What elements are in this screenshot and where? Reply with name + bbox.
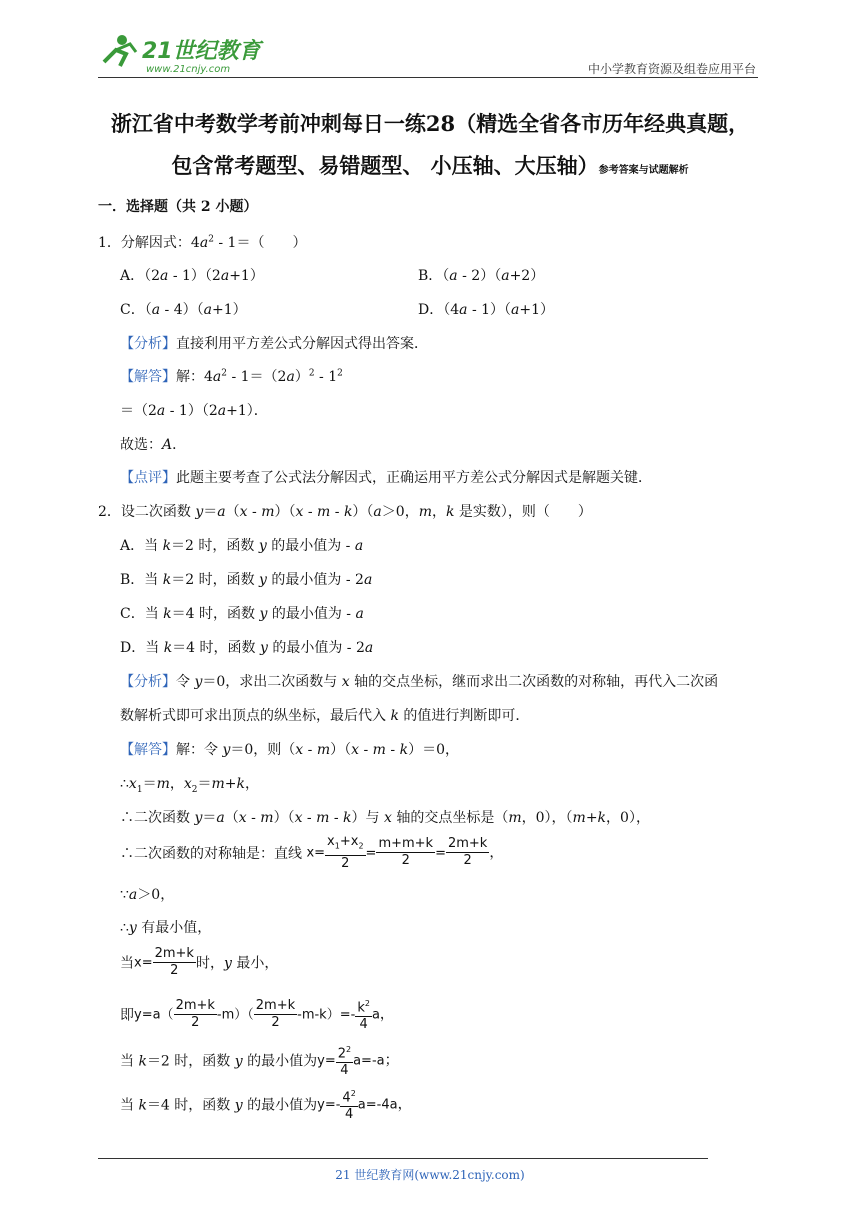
answer-tag: 【解答】 [120,369,176,385]
q2-step-2: $\therefore x_1=m$，$x_2=m+k$， [120,776,259,795]
q1-analysis: 【分析】直接利用平方差公式分解因式得出答案． [120,336,428,352]
analysis-tag: 【分析】 [120,336,176,352]
q2-step-1: 【解答】解：令 y＝0，则（x - m）（x - m - k）＝0， [120,742,459,758]
q2-step-10: 当 k＝4 时，函数 y 的最小值为y=- $\frac{4^2}{4}$ a=-4a， [120,1086,412,1123]
q1-choice: 故选：A． [120,437,187,453]
comment-tag: 【点评】 [120,470,176,486]
page-title-line1: 浙江省中考数学考前冲刺每日一练28（精选全省各市历年经典真题， [110,111,750,136]
q1-answer-2: ＝（2a - 1）（2a+1）． [120,403,268,419]
page-title-text: 包含常考题型、易错题型、 小压轴、大压轴） [171,153,599,178]
header-divider [98,77,758,78]
q2-option-b: B．当 k＝2 时，函数 y 的最小值为 - 2a [120,572,373,588]
footer-link[interactable]: 21 世纪教育网(www.21cnjy.com) [335,1168,525,1182]
q2-option-c: C．当 k＝4 时，函数 y 的最小值为 - a [120,606,364,622]
svg-text:21世纪教育: 21世纪教育 [142,39,261,64]
q1-option-c: C．（a - 4）（a+1） [120,302,247,318]
q2-step-6: ∴y 有最小值， [120,920,212,936]
page-title-suffix: 参考答案与试题解析 [598,165,689,176]
site-logo [96,32,276,76]
q1-option-a: A．（2a - 1）（2a+1） [120,268,264,284]
q1-option-d: D．（4a - 1）（a+1） [418,302,555,318]
q1-option-b: B．（a - 2）（a+2） [418,268,545,284]
q2-step-3: ∴二次函数 y＝a（x - m）（x - m - k）与 x 轴的交点坐标是（m，0），（m+k，0）， [120,810,650,826]
q2-step-4: ∴二次函数的对称轴是：直线 x= $\frac{x_1+x_2}{2}$ = $\frac{m+m+k}{2}$ = $\frac{2m+k}{2}$ ， [120,834,504,871]
q2-step-8: 即y=a（ $\frac{2m+k}{2}$ -m）（ $\frac{2m+k}{2}$ -m-k）=- $\frac{k^2}{4}$ a， [120,996,394,1033]
page-title-line2 [0,150,860,180]
q2-stem: 2．设二次函数 y＝a（x - m）（x - m - k）（a＞0，m，k 是实数），则（ ） [98,504,592,520]
q2-step-9: 当 k＝2 时，函数 y 的最小值为y= $\frac{2^2}{4}$ a=-a； [120,1042,399,1079]
q2-option-d: D．当 k＝4 时，函数 y 的最小值为 - 2a [120,640,374,656]
q2-option-a: A．当 k＝2 时，函数 y 的最小值为 - a [120,538,364,554]
q2-step-7: 当x= $\frac{2m+k}{2}$ 时，y 最小， [120,946,279,978]
svg-text:www.21cnjy.com: www.21cnjy.com [146,64,231,75]
q1-answer-1: 【解答】解：$4a^2 - 1=(2a)^2 - 1^2$ [120,368,343,385]
q2-analysis-2: 数解析式即可求出顶点的纵坐标，最后代入 k 的值进行判断即可． [120,708,530,724]
section-heading: 一．选择题（共 2 小题） [98,199,258,215]
footer-divider [98,1158,708,1159]
q1-stem: 1．分解因式：$4a^2 - 1=$（ ） [98,234,307,251]
header-platform: 中小学教育资源及组卷应用平台 [587,62,756,76]
q2-analysis-1: 【分析】令 y＝0，求出二次函数与 x 轴的交点坐标，继而求出二次函数的对称轴，再代入二次函 [120,674,719,690]
q2-step-5: ∵a＞0， [120,887,175,903]
q1-comment: 【点评】此题主要考查了公式法分解因式，正确运用平方差公式分解因式是解题关键． [120,470,652,486]
